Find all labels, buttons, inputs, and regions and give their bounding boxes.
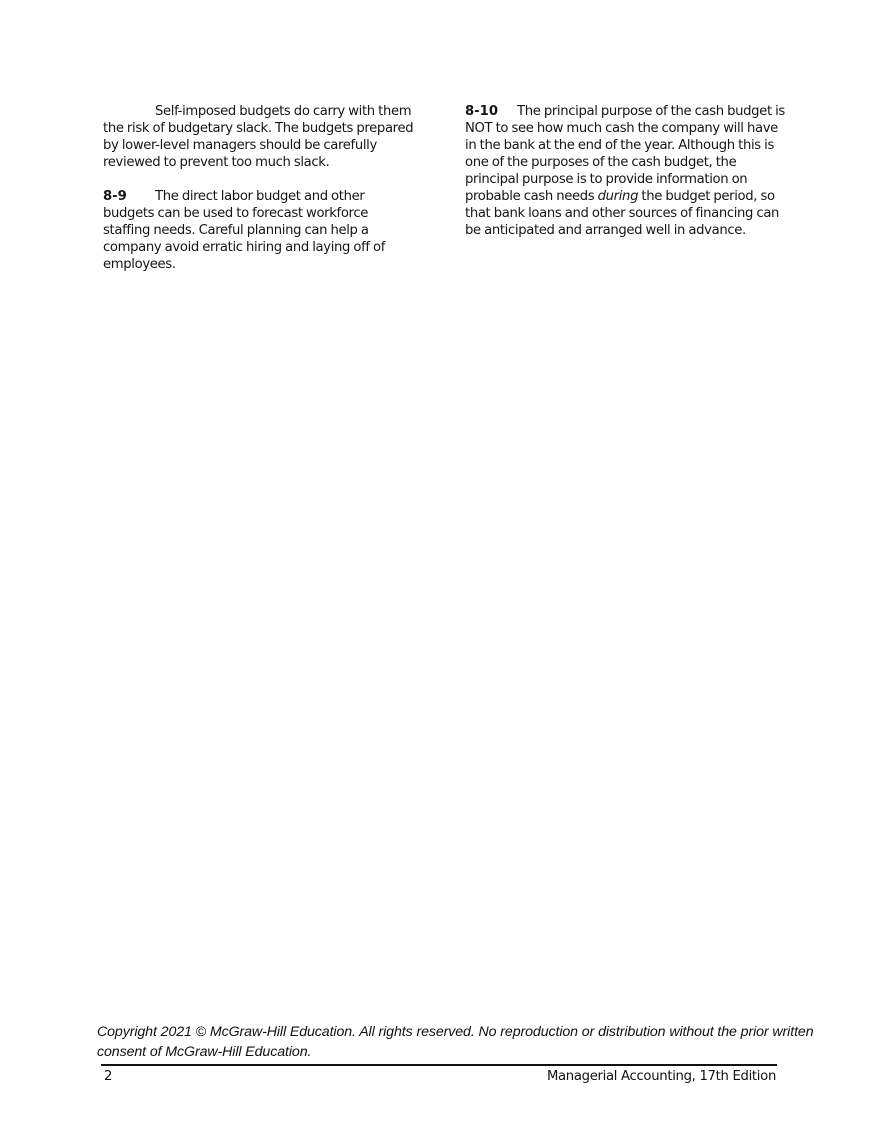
question-answer-text-part1: The principal purpose of the cash budget is NOT to see how much cash the company will have in the bank at the end of the year. Although this is one of the purposes of the cash budget, the principal purpose is to provide information on probable cash needs — [465, 104, 785, 204]
emphasized-word: during — [597, 189, 639, 204]
question-8-10 — [465, 103, 787, 239]
question-number: 8-10 — [465, 104, 499, 119]
right-column — [465, 103, 787, 256]
copyright-notice: Copyright 2021 © McGraw-Hill Education. All rights reserved. No reproduction or distribution without the prior written consent of McGraw-Hill Education. — [97, 1024, 814, 1060]
question-8-9 — [103, 188, 415, 273]
footer-divider — [101, 1064, 777, 1066]
left-column — [103, 103, 415, 290]
question-answer-text: The direct labor budget and other budgets can be used to forecast workforce staffing needs. Careful planning can help a company avoid erratic hiring and laying off of employees. — [103, 189, 386, 272]
question-answer-text-part2: the budget period, so that bank loans and other sources of financing can be anticipated and arranged well in advance. — [465, 189, 780, 238]
page-number: 2 — [104, 1069, 113, 1084]
book-title: Managerial Accounting, 17th Edition — [546, 1069, 776, 1084]
question-number: 8-9 — [103, 189, 127, 204]
intro-paragraph-text: Self-imposed budgets do carry with them the risk of budgetary slack. The budgets prepared by lower-level managers should be carefully reviewed to prevent too much slack. — [103, 104, 414, 170]
intro-paragraph — [103, 103, 415, 171]
